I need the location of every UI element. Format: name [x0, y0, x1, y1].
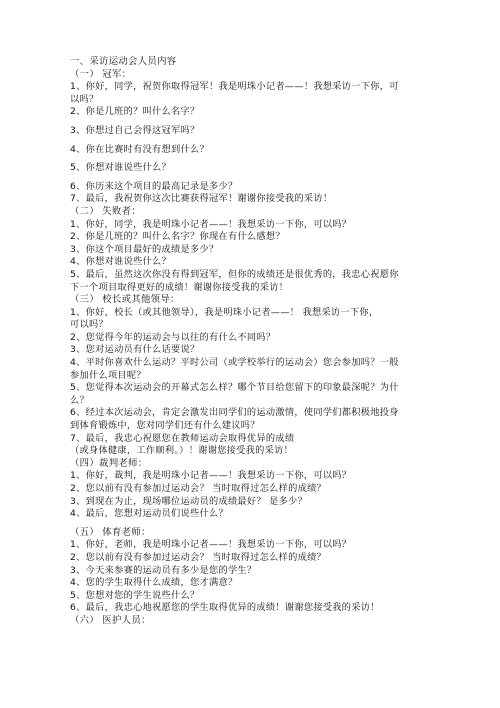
- question-line: 可以吗？: [70, 319, 108, 331]
- question-line: 5、最后，虽然这次你没有得到冠军，但你的成绩还是很优秀的，我忠心祝愿你: [70, 268, 399, 280]
- section-heading: （四）裁判老师：: [70, 457, 148, 469]
- question-line: 3、你想过自己会得这冠军吗？: [70, 124, 200, 136]
- question-line: 3、今天来参赛的运动员有多少是您的学生？: [70, 564, 257, 576]
- question-line: 5、您觉得本次运动会的开幕式怎么样？哪个节目给您留下的印象最深呢？为什: [70, 382, 399, 394]
- question-line: 6、经过本次运动会，肯定会激发出同学们的运动激情，使同学们都积极地投身: [70, 407, 399, 419]
- question-line: 4、你在比赛时有没有想到什么？: [70, 143, 209, 155]
- question-line: 4、您的学生取得什么成绩，您才满意？: [70, 577, 238, 589]
- question-line: 以吗？: [70, 93, 99, 105]
- question-line: 1、你好，老师，我是明珠小记者——！我想采访一下你，可以吗？: [70, 539, 352, 551]
- question-line: 7、最后，我祝贺你这次比赛获得冠军！谢谢你接受我的采访！: [70, 193, 333, 205]
- question-line: 1、你好，校长（或其他领导），我是明珠小记者——！ 我想采访一下你，: [70, 306, 379, 318]
- question-line: 2、你是几班的？叫什么名字？: [70, 106, 200, 118]
- question-line: 3、你这个项目最好的成绩是多少？: [70, 243, 219, 255]
- question-line: 4、最后，您想对运动员们说些什么？: [70, 508, 228, 520]
- section-heading: （五） 体育老师：: [70, 526, 151, 538]
- question-line: 2、您以前有没有参加过运动会？ 当时取得过怎么样的成绩？: [70, 551, 327, 563]
- question-line: 2、你是几班的？叫什么名字？你现在有什么感想？: [70, 231, 285, 243]
- section-heading: （二） 失败者：: [70, 205, 142, 217]
- question-line: 3、到现在为止，现场哪位运动员的成绩最好？ 是多少？: [70, 495, 308, 507]
- document-body: [70, 69, 430, 628]
- question-line: 3、您对运动员有什么话要说？: [70, 344, 200, 356]
- question-line: 4、平时你喜欢什么运动？平时公司（或学校举行的运动会）您会参加吗？一般: [70, 357, 399, 369]
- section-heading: （六） 医护人员：: [70, 614, 151, 626]
- question-line: 1、你好，裁判，我是明珠小记者——！我想采访一下你，可以吗？: [70, 470, 352, 482]
- question-line: 1、你好，同学，我是明珠小记者——！我想采访一下你，可以吗？: [70, 218, 352, 230]
- question-line: 7、最后，我忠心祝愿您在教师运动会取得优异的成绩: [70, 432, 295, 444]
- question-line: 么？: [70, 394, 89, 406]
- question-line: 6、最后，我忠心地祝愿您的学生取得优异的成绩！谢谢您接受我的采访！: [70, 602, 380, 614]
- question-line: 下一个项目取得更好的成绩！谢谢你接受我的采访！: [70, 281, 289, 293]
- document-title: 一、采访运动会人员内容: [70, 56, 177, 67]
- question-line: 参加什么项目呢？: [70, 369, 146, 381]
- section-heading: （一） 冠军：: [70, 68, 132, 80]
- question-line: 到体育锻炼中，您对同学们还有什么建议吗？: [70, 420, 260, 432]
- question-line: 2、您以前有没有参加过运动会？ 当时取得过怎么样的成绩？: [70, 483, 327, 494]
- question-line: 5、你想对谁说些什么？: [70, 162, 172, 174]
- section-heading: （三） 校长或其他领导：: [70, 294, 180, 306]
- question-line: 5、您想对您的学生说些什么？: [70, 589, 200, 601]
- question-line: 2、您觉得今年的运动会与以往的有什么不同吗？: [70, 331, 276, 343]
- question-line: （或身体健康，工作顺利。）！谢谢您接受我的采访！: [70, 445, 294, 457]
- question-line: 4、你想对谁说些什么？: [70, 256, 172, 268]
- question-line: 6、你历来这个项目的最高记录是多少？: [70, 180, 238, 192]
- question-line: 1、你好，同学，祝贺你取得冠军！我是明珠小记者——！我想采访一下你，可: [70, 81, 399, 93]
